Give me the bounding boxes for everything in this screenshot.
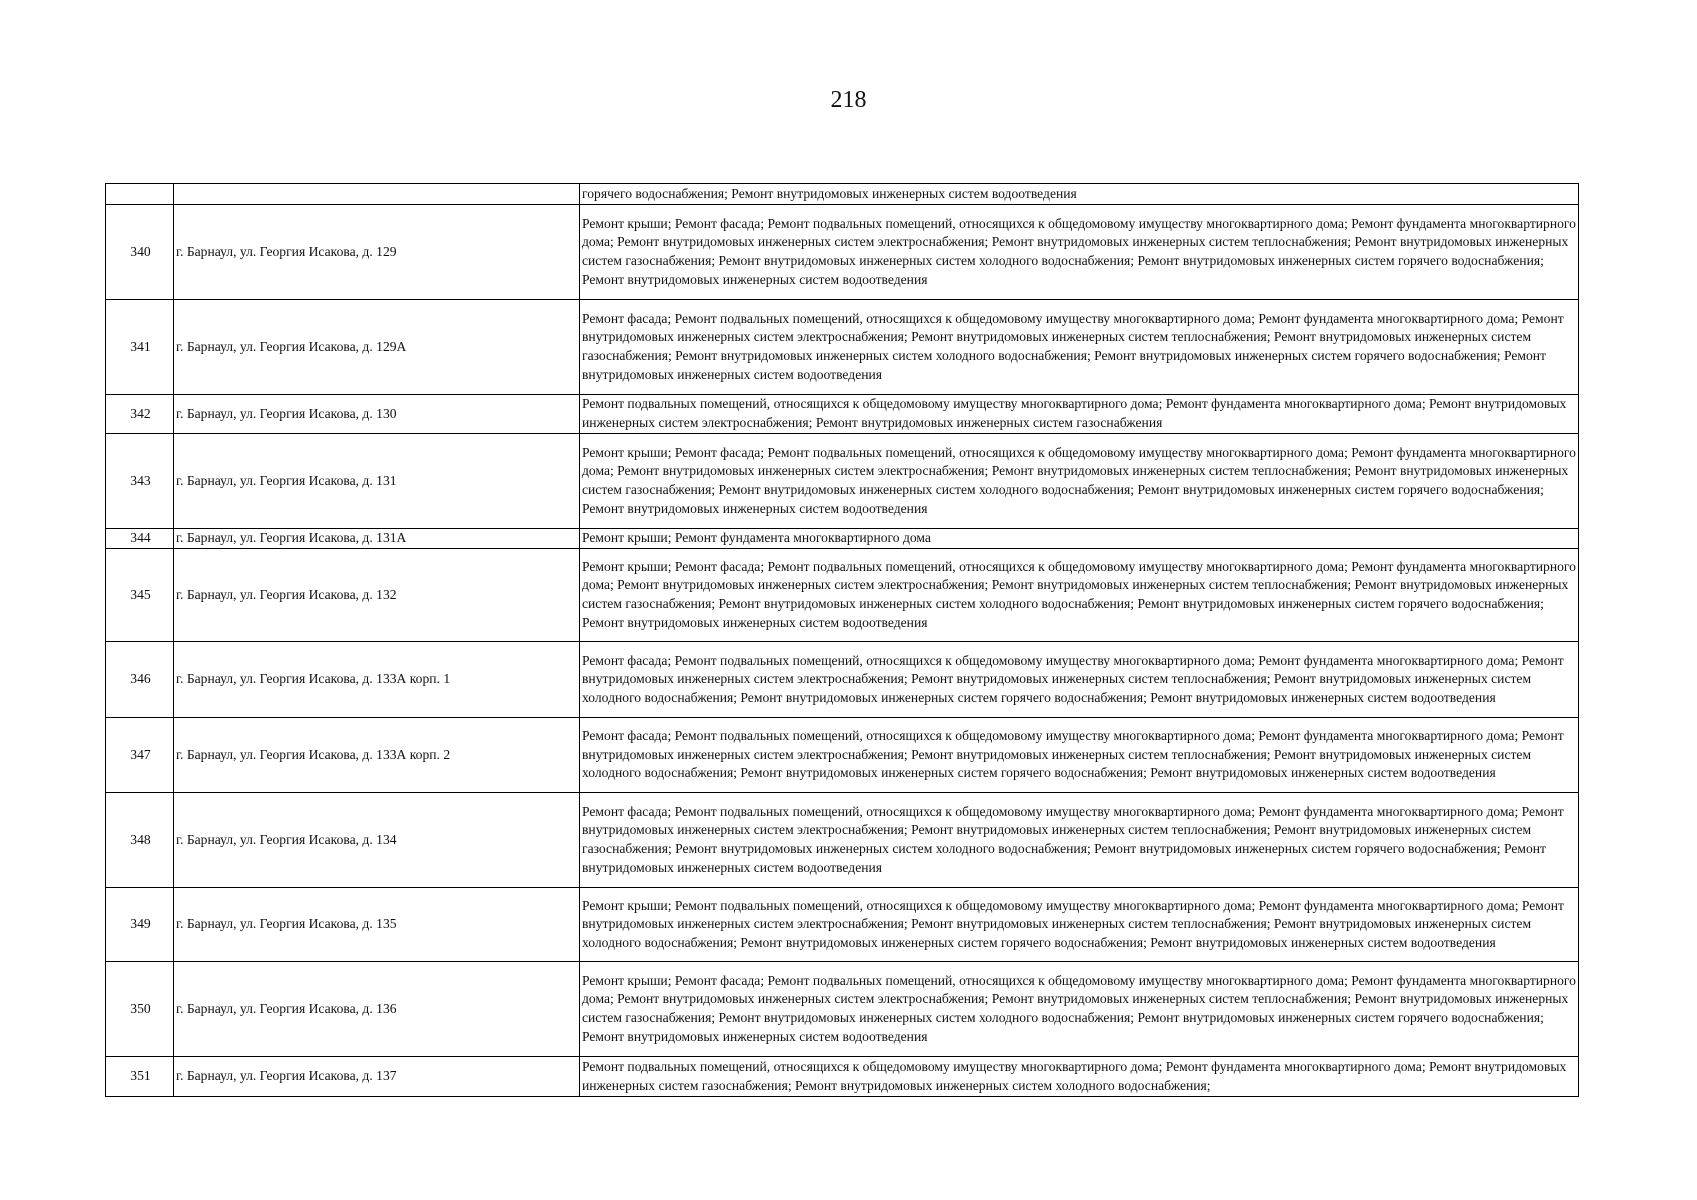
table-row bbox=[106, 793, 1579, 888]
address-cell: г. Барнаул, ул. Георгия Исакова, д. 131 bbox=[174, 434, 580, 529]
table-row bbox=[106, 434, 1579, 529]
works-cell: Ремонт крыши; Ремонт подвальных помещений, относящихся к общедомовому имуществу многоквартирного дома; Ремонт фундамента многоквартирного дома; Ремонт внутридомовых инженерных систем электроснабжения; Ремонт внутридомовых инженерных систем теплоснабжения; Ремонт внутридомовых инженерных систем холодного водоснабжения; Ремонт внутридомовых инженерных систем горячего водоснабжения; Ремонт внутридомовых инженерных систем водоотведения bbox=[580, 888, 1579, 962]
row-number-cell: 348 bbox=[106, 793, 174, 888]
address-cell: г. Барнаул, ул. Георгия Исакова, д. 133А корп. 2 bbox=[174, 718, 580, 793]
works-cell: Ремонт подвальных помещений, относящихся к общедомовому имуществу многоквартирного дома; Ремонт фундамента многоквартирного дома; Ремонт внутридомовых инженерных систем газоснабжения; Ремонт внутридомовых инженерных систем холодного водоснабжения; bbox=[580, 1057, 1579, 1097]
works-cell: Ремонт фасада; Ремонт подвальных помещений, относящихся к общедомовому имуществу многоквартирного дома; Ремонт фундамента многоквартирного дома; Ремонт внутридомовых инженерных систем электроснабжения; Ремонт внутридомовых инженерных систем теплоснабжения; Ремонт внутридомовых инженерных систем холодного водоснабжения; Ремонт внутридомовых инженерных систем горячего водоснабжения; Ремонт внутридомовых инженерных систем водоотведения bbox=[580, 642, 1579, 718]
row-number-cell: 345 bbox=[106, 549, 174, 642]
address-cell: г. Барнаул, ул. Георгия Исакова, д. 132 bbox=[174, 549, 580, 642]
address-cell: г. Барнаул, ул. Георгия Исакова, д. 135 bbox=[174, 888, 580, 962]
repair-works-table bbox=[105, 183, 1579, 1097]
row-number-cell: 343 bbox=[106, 434, 174, 529]
table-row bbox=[106, 205, 1579, 300]
works-cell: Ремонт подвальных помещений, относящихся к общедомовому имуществу многоквартирного дома; Ремонт фундамента многоквартирного дома; Ремонт внутридомовых инженерных систем электроснабжения; Ремонт внутридомовых инженерных систем газоснабжения bbox=[580, 395, 1579, 434]
row-number-cell: 347 bbox=[106, 718, 174, 793]
table-row bbox=[106, 718, 1579, 793]
works-cell: Ремонт крыши; Ремонт фасада; Ремонт подвальных помещений, относящихся к общедомовому имуществу многоквартирного дома; Ремонт фундамента многоквартирного дома; Ремонт внутридомовых инженерных систем электроснабжения; Ремонт внутридомовых инженерных систем теплоснабжения; Ремонт внутридомовых инженерных систем газоснабжения; Ремонт внутридомовых инженерных систем холодного водоснабжения; Ремонт внутридомовых инженерных систем горячего водоснабжения; Ремонт внутридомовых инженерных систем водоотведения bbox=[580, 434, 1579, 529]
address-cell bbox=[174, 184, 580, 205]
address-cell: г. Барнаул, ул. Георгия Исакова, д. 137 bbox=[174, 1057, 580, 1097]
table-row-continuation bbox=[106, 184, 1579, 205]
table-row bbox=[106, 300, 1579, 395]
works-cell: Ремонт крыши; Ремонт фундамента многоквартирного дома bbox=[580, 529, 1579, 549]
table-row bbox=[106, 549, 1579, 642]
table-row bbox=[106, 395, 1579, 434]
table-row bbox=[106, 529, 1579, 549]
address-cell: г. Барнаул, ул. Георгия Исакова, д. 129А bbox=[174, 300, 580, 395]
works-cell: горячего водоснабжения; Ремонт внутридомовых инженерных систем водоотведения bbox=[580, 184, 1579, 205]
table-row bbox=[106, 1057, 1579, 1097]
works-cell: Ремонт крыши; Ремонт фасада; Ремонт подвальных помещений, относящихся к общедомовому имуществу многоквартирного дома; Ремонт фундамента многоквартирного дома; Ремонт внутридомовых инженерных систем электроснабжения; Ремонт внутридомовых инженерных систем теплоснабжения; Ремонт внутридомовых инженерных систем газоснабжения; Ремонт внутридомовых инженерных систем холодного водоснабжения; Ремонт внутридомовых инженерных систем горячего водоснабжения; Ремонт внутридомовых инженерных систем водоотведения bbox=[580, 962, 1579, 1057]
table-row bbox=[106, 962, 1579, 1057]
address-cell: г. Барнаул, ул. Георгия Исакова, д. 129 bbox=[174, 205, 580, 300]
works-cell: Ремонт фасада; Ремонт подвальных помещений, относящихся к общедомовому имуществу многоквартирного дома; Ремонт фундамента многоквартирного дома; Ремонт внутридомовых инженерных систем электроснабжения; Ремонт внутридомовых инженерных систем теплоснабжения; Ремонт внутридомовых инженерных систем холодного водоснабжения; Ремонт внутридомовых инженерных систем горячего водоснабжения; Ремонт внутридомовых инженерных систем водоотведения bbox=[580, 718, 1579, 793]
works-cell: Ремонт фасада; Ремонт подвальных помещений, относящихся к общедомовому имуществу многоквартирного дома; Ремонт фундамента многоквартирного дома; Ремонт внутридомовых инженерных систем электроснабжения; Ремонт внутридомовых инженерных систем теплоснабжения; Ремонт внутридомовых инженерных систем газоснабжения; Ремонт внутридомовых инженерных систем холодного водоснабжения; Ремонт внутридомовых инженерных систем горячего водоснабжения; Ремонт внутридомовых инженерных систем водоотведения bbox=[580, 300, 1579, 395]
table-row bbox=[106, 642, 1579, 718]
row-number-cell: 342 bbox=[106, 395, 174, 434]
row-number-cell: 344 bbox=[106, 529, 174, 549]
row-number-cell bbox=[106, 184, 174, 205]
row-number-cell: 349 bbox=[106, 888, 174, 962]
works-cell: Ремонт фасада; Ремонт подвальных помещений, относящихся к общедомовому имуществу многоквартирного дома; Ремонт фундамента многоквартирного дома; Ремонт внутридомовых инженерных систем электроснабжения; Ремонт внутридомовых инженерных систем теплоснабжения; Ремонт внутридомовых инженерных систем газоснабжения; Ремонт внутридомовых инженерных систем холодного водоснабжения; Ремонт внутридомовых инженерных систем горячего водоснабжения; Ремонт внутридомовых инженерных систем водоотведения bbox=[580, 793, 1579, 888]
row-number-cell: 340 bbox=[106, 205, 174, 300]
row-number-cell: 351 bbox=[106, 1057, 174, 1097]
works-cell: Ремонт крыши; Ремонт фасада; Ремонт подвальных помещений, относящихся к общедомовому имуществу многоквартирного дома; Ремонт фундамента многоквартирного дома; Ремонт внутридомовых инженерных систем электроснабжения; Ремонт внутридомовых инженерных систем теплоснабжения; Ремонт внутридомовых инженерных систем газоснабжения; Ремонт внутридомовых инженерных систем холодного водоснабжения; Ремонт внутридомовых инженерных систем горячего водоснабжения; Ремонт внутридомовых инженерных систем водоотведения bbox=[580, 549, 1579, 642]
address-cell: г. Барнаул, ул. Георгия Исакова, д. 133А корп. 1 bbox=[174, 642, 580, 718]
address-cell: г. Барнаул, ул. Георгия Исакова, д. 131А bbox=[174, 529, 580, 549]
address-cell: г. Барнаул, ул. Георгия Исакова, д. 130 bbox=[174, 395, 580, 434]
works-cell: Ремонт крыши; Ремонт фасада; Ремонт подвальных помещений, относящихся к общедомовому имуществу многоквартирного дома; Ремонт фундамента многоквартирного дома; Ремонт внутридомовых инженерных систем электроснабжения; Ремонт внутридомовых инженерных систем теплоснабжения; Ремонт внутридомовых инженерных систем газоснабжения; Ремонт внутридомовых инженерных систем холодного водоснабжения; Ремонт внутридомовых инженерных систем горячего водоснабжения; Ремонт внутридомовых инженерных систем водоотведения bbox=[580, 205, 1579, 300]
table-row bbox=[106, 888, 1579, 962]
page-number: 218 bbox=[830, 87, 867, 113]
row-number-cell: 346 bbox=[106, 642, 174, 718]
address-cell: г. Барнаул, ул. Георгия Исакова, д. 136 bbox=[174, 962, 580, 1057]
row-number-cell: 350 bbox=[106, 962, 174, 1057]
address-cell: г. Барнаул, ул. Георгия Исакова, д. 134 bbox=[174, 793, 580, 888]
row-number-cell: 341 bbox=[106, 300, 174, 395]
